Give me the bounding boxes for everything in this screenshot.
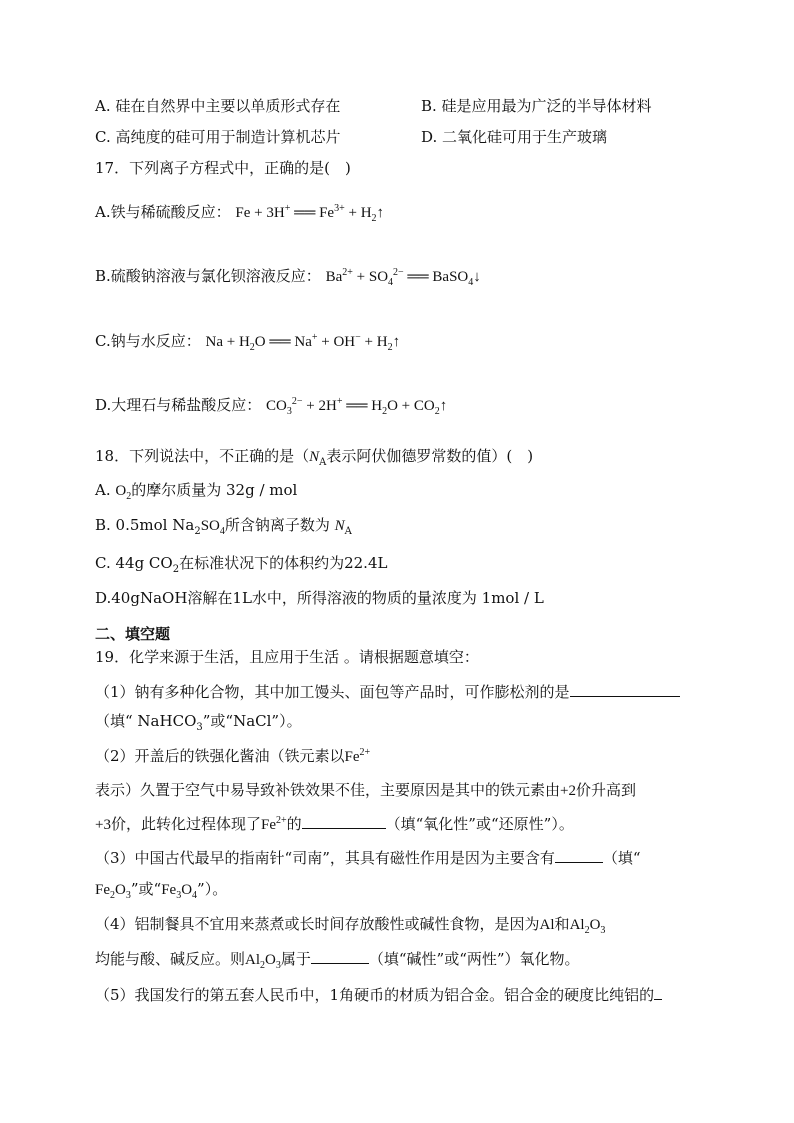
q16-option-a: A. 硅在自然界中主要以单质形式存在 — [95, 97, 341, 115]
q19-part2-line2: 表示）久置于空气中易导致补铁效果不佳，主要原因是其中的铁元素由+2价升高到 — [95, 781, 636, 799]
q17-c-label: C.钠与水反应： — [95, 332, 201, 350]
answer-blank-5[interactable] — [654, 983, 662, 1000]
q17-d-label: D.大理石与稀盐酸反应： — [95, 396, 262, 414]
q17-option-b — [95, 265, 481, 288]
q19-part1-line1: （1）钠有多种化合物，其中加工馒头、面包等产品时，可作膨松剂的是 — [95, 680, 680, 703]
q19-stem: 19．化学来源于生活，且应用于生活 。请根据题意填空： — [95, 648, 479, 666]
q17-stem: 17．下列离子方程式中，正确的是( ) — [95, 159, 351, 177]
answer-blank-2[interactable] — [302, 812, 386, 829]
q17-a-equation: Fe + 3H+ ══ $Fe^{3+}$ + $H_2↑$ — [235, 203, 385, 224]
q19-part2-line3: +3价，此转化过程体现了$Fe^{2+}$的 （填“氧化性”或“还原性”）。 — [95, 812, 574, 836]
q19-part2-line1: （2）开盖后的铁强化酱油（铁元素以$Fe^{2+}$ — [95, 747, 371, 765]
answer-blank-1[interactable] — [570, 680, 680, 697]
q16-option-c: C. 高纯度的硅可用于制造计算机芯片 — [95, 128, 341, 146]
q19-part5-line1: （5）我国发行的第五套人民币中，1角硬币的材质为铝合金。铝合金的硬度比纯铝的 — [95, 983, 662, 1006]
q19-part1-line2: （填“ NaHCO$_3$”或“NaCl”）。 — [95, 712, 302, 733]
q17-c-equation: $Na + H_2O$ ══ $Na^+ + OH^- + H_2↑$ — [205, 332, 401, 353]
q17-d-equation: $CO_3^{2-} + 2H^+$ ══ $H_2O$ + $CO_2↑$ — [266, 396, 448, 417]
q17-option-a — [95, 201, 384, 224]
q17-a-label: A.铁与稀硫酸反应： — [95, 203, 231, 221]
q17-option-c — [95, 330, 400, 353]
q18-option-d: D.40gNaOH溶解在1L水中，所得溶液的物质的量浓度为 1mol / L — [95, 589, 544, 607]
q19-part3-line2: $Fe_2O_3$”或“$Fe_3O_4$”）。 — [95, 880, 228, 901]
q19-part4-line1: （4）铝制餐具不宜用来蒸煮或长时间存放酸性或碱性食物，是因为Al和$Al_2O_3$ — [95, 915, 606, 936]
answer-blank-4[interactable] — [311, 947, 369, 964]
q17-b-equation: $Ba^{2+} + SO_4^{2-}$ ══ BaSO$_4$↓ — [325, 267, 481, 288]
q17-b-label: B.硫酸钠溶液与氯化钡溶液反应： — [95, 267, 321, 285]
q19-part4-line2: 均能与酸、碱反应。则$Al_2O_3$属于 （填“碱性”或“两性”）氧化物。 — [95, 947, 580, 971]
q16-option-b: B. 硅是应用最为广泛的半导体材料 — [421, 97, 652, 115]
q19-part3-line1: （3）中国古代最早的指南针“司南”，其具有磁性作用是因为主要含有 （填“ — [95, 846, 641, 869]
section-title: 二、填空题 — [95, 625, 171, 643]
q18-stem: 18．下列说法中，不正确的是（$N_A$表示阿伏伽德罗常数的值）( ) — [95, 447, 534, 468]
q18-option-a: A. $O_2$的摩尔质量为 32g / mol — [95, 481, 298, 502]
q16-option-d: D. 二氧化硅可用于生产玻璃 — [421, 128, 608, 146]
avogadro-symbol: N — [309, 449, 320, 465]
q17-option-d — [95, 394, 447, 417]
answer-blank-3[interactable] — [555, 846, 603, 863]
q18-option-b: B. 0.5mol $Na_2SO_4$所含钠离子数为 $N_A$ — [95, 516, 352, 537]
q18-option-c: C. 44g $CO_2$在标准状况下的体积约为22.4L — [95, 554, 388, 575]
